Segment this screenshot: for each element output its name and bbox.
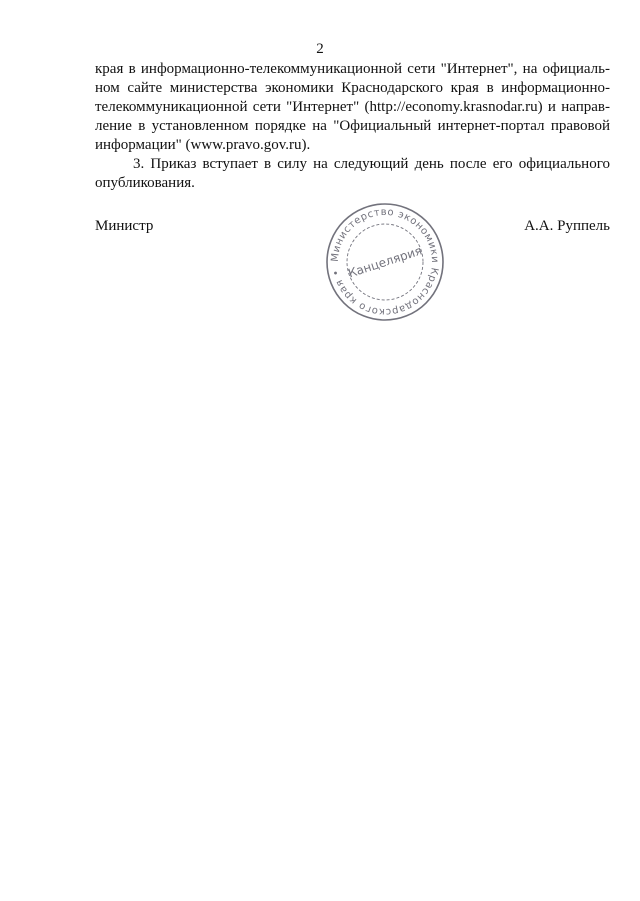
stamp-graphic (327, 204, 443, 320)
signatory-title: Министр (95, 218, 154, 234)
paragraph-line: края в информационно-телекоммуникационной сети "Интернет", на официаль- (95, 61, 610, 77)
paragraph-line: ление в установленном порядке на "Официальный интернет-портал правовой (95, 118, 610, 134)
paragraph-line: ном сайте министерства экономики Краснодарского края в информационно- (95, 80, 610, 96)
document-body (95, 60, 610, 193)
official-stamp (323, 200, 447, 324)
stamp-center-text: Канцелярия (346, 243, 424, 281)
paragraph-line: опубликования. (95, 175, 195, 191)
paragraph-line: телекоммуникационной сети "Интернет" (http://economy.krasnodar.ru) и направ- (95, 99, 610, 115)
paragraph-line: информации" (www.pravo.gov.ru). (95, 137, 311, 153)
signatory-name: А.А. Руппель (524, 218, 610, 234)
paragraph-line: 3. Приказ вступает в силу на следующий день после его официального (133, 156, 610, 172)
stamp-ring-text: Министерство экономики Краснодарского края • (329, 206, 441, 318)
page-number: 2 (316, 41, 324, 57)
